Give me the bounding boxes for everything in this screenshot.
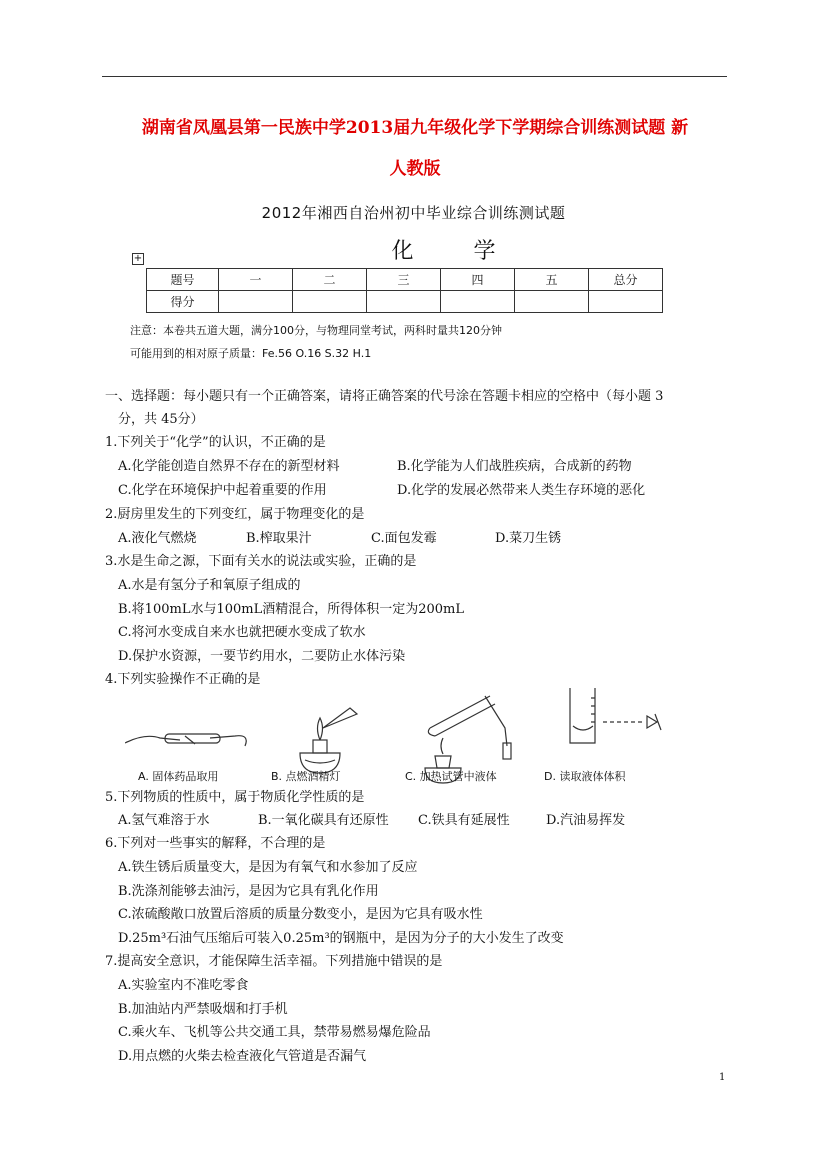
exam-subject: 化学 (391, 239, 556, 264)
figure-caption: C. 加热试管中液体 (405, 770, 497, 783)
option: A.铁生锈后质量变大，是因为有氧气和水参加了反应 (118, 860, 418, 875)
option: C.面包发霉 (371, 531, 437, 546)
option: C.化学在环境保护中起着重要的作用 (118, 483, 327, 498)
table-move-handle-icon: + (133, 253, 143, 264)
option: B.将100mL水与100mL酒精混合，所得体积一定为200mL (118, 602, 465, 617)
option: A.实验室内不准吃零食 (118, 978, 249, 993)
question-stem: 1.下列关于“化学”的认识，不正确的是 (105, 435, 326, 450)
page-number: 1 (719, 1072, 726, 1083)
option: B.化学能为人们战胜疾病，合成新的药物 (397, 459, 632, 474)
option: C.浓硫酸敞口放置后溶质的质量分数变小，是因为它具有吸水性 (118, 907, 483, 922)
figure-caption: B. 点燃酒精灯 (271, 770, 341, 783)
score-cell-empty (293, 291, 367, 313)
figure-b-alcohol-lamp (300, 708, 357, 773)
option: D.25m³石油气压缩后可装入0.25m³的钢瓶中，是因为分子的大小发生了改变 (118, 931, 564, 946)
option: B.榨取果汁 (246, 531, 312, 546)
score-cell-empty (219, 291, 293, 313)
question-stem: 5.下列物质的性质中，属于物质化学性质的是 (105, 790, 365, 805)
option: D.菜刀生锈 (495, 531, 562, 546)
option: D.汽油易挥发 (546, 813, 626, 828)
option: A.水是有氢分子和氧原子组成的 (118, 578, 301, 593)
exam-note: 注意：本卷共五道大题，满分100分，与物理同堂考试，两科时量共120分钟 (130, 324, 502, 337)
score-cell: 总分 (589, 269, 663, 291)
figure-caption: A. 固体药品取用 (138, 770, 219, 783)
score-cell-empty (367, 291, 441, 313)
option: A.化学能创造自然界不存在的新型材料 (118, 459, 340, 474)
figure-a-solid-sampling (125, 734, 246, 746)
score-cell: 题号 (147, 269, 219, 291)
score-table (146, 268, 663, 313)
question-stem: 7.提高安全意识，才能保障生活幸福。下列措施中错误的是 (105, 954, 443, 969)
score-cell-empty (589, 291, 663, 313)
question-stem: 2.厨房里发生的下列变红，属于物理变化的是 (105, 507, 365, 522)
question-stem: 4.下列实验操作不正确的是 (105, 672, 261, 687)
score-cell: 四 (441, 269, 515, 291)
atomic-mass-note: 可能用到的相对原子质量：Fe.56 O.16 S.32 H.1 (130, 347, 372, 360)
option: A.液化气燃烧 (118, 531, 197, 546)
score-cell: 一 (219, 269, 293, 291)
score-cell: 五 (515, 269, 589, 291)
option: B.一氧化碳具有还原性 (258, 813, 389, 828)
section-heading: 一、选择题：每小题只有一个正确答案，请将正确答案的代号涂在答题卡相应的空格中（每小题 3 (105, 389, 664, 404)
score-cell-empty (441, 291, 515, 313)
score-cell-empty (515, 291, 589, 313)
top-rule (102, 76, 727, 77)
question-stem: 6.下列对一些事实的解释，不合理的是 (105, 836, 326, 851)
score-cell: 得分 (147, 291, 219, 313)
doc-title-line2: 人教版 (389, 159, 441, 179)
figure-d-reading-volume (570, 688, 661, 743)
option: C.铁具有延展性 (418, 813, 510, 828)
option: C.乘火车、飞机等公共交通工具，禁带易燃易爆危险品 (118, 1025, 431, 1040)
doc-title-line1: 湖南省凤凰县第一民族中学2013届九年级化学下学期综合训练测试题 新 (141, 118, 689, 138)
option: A.氢气难溶于水 (118, 813, 210, 828)
option: D.保护水资源，一要节约用水，二要防止水体污染 (118, 649, 406, 664)
exam-title: 2012年湘西自治州初中毕业综合训练测试题 (261, 204, 566, 222)
question-stem: 3.水是生命之源，下面有关水的说法或实验，正确的是 (105, 554, 417, 569)
option: D.用点燃的火柴去检查液化气管道是否漏气 (118, 1049, 367, 1064)
score-table-row (147, 291, 663, 313)
option: C.将河水变成自来水也就把硬水变成了软水 (118, 625, 366, 640)
score-table-header-row (147, 269, 663, 291)
option: D.化学的发展必然带来人类生存环境的恶化 (397, 483, 646, 498)
score-cell: 三 (367, 269, 441, 291)
section-heading-cont: 分，共 45分） (118, 412, 204, 427)
figure-caption: D. 读取液体体积 (544, 770, 626, 783)
option: B.洗涤剂能够去油污，是因为它具有乳化作用 (118, 884, 379, 899)
option: B.加油站内严禁吸烟和打手机 (118, 1002, 288, 1017)
score-cell: 二 (293, 269, 367, 291)
